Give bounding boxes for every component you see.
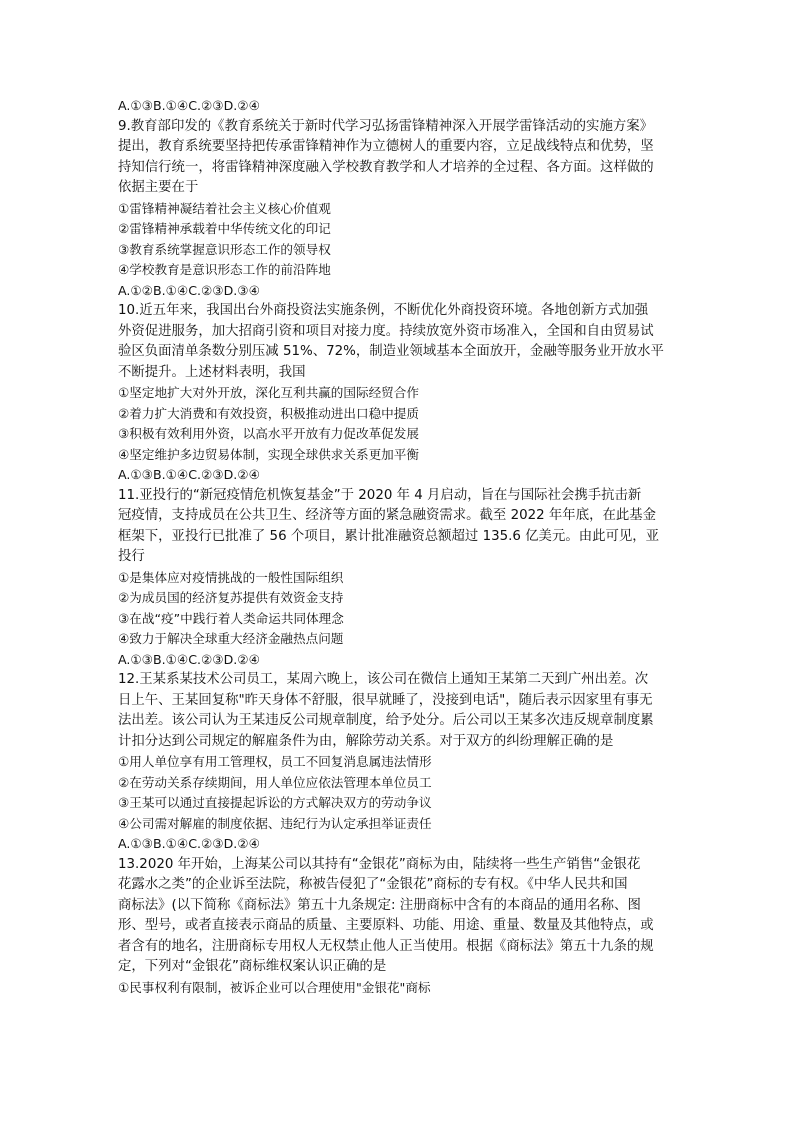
question-text-line: 投行 bbox=[118, 549, 145, 564]
option-statement-line: ①民事权利有限制，被诉企业可以合理使用"金银花"商标 bbox=[118, 979, 431, 995]
question-text-line: 11.亚投行的“新冠疫情危机恢复基金”于 2020 年 4 月启动，旨在与国际社会携手抗击新 bbox=[118, 487, 642, 503]
answer-choices-line: A.①②B.①④C.②③D.③④ bbox=[118, 282, 260, 298]
answer-choices-line: A.①③B.①④C.②③D.②④ bbox=[118, 836, 260, 851]
question-text-line: 12.王某系某技术公司员工，某周六晚上，该公司在微信上通知王某第二天到广州出差。次 bbox=[118, 672, 649, 687]
question-text-line: 形、型号，或者直接表示商品的质量、主要原料、功能、用途、重量、数量及其他特点，或 bbox=[118, 918, 654, 933]
question-text-line: 商标法》(以下简称《商标法》第五十九条规定: 注册商标中含有的本商品的通用名称、图 bbox=[118, 897, 641, 913]
question-text-line: 日上午、王某回复称"昨天身体不舒服，很早就睡了，没接到电话"，随后表示因家里有事无 bbox=[118, 692, 653, 708]
question-text-line: 持知信行统一，将雷锋精神深度融入学校教育教学和人才培养的全过程、各方面。这样做的 bbox=[118, 159, 654, 175]
question-text-line: 依据主要在于 bbox=[118, 180, 199, 195]
question-text-line: 提出，教育系统要坚持把传承雷锋精神作为立德树人的重要内容，立足战线特点和优势，坚 bbox=[118, 139, 654, 154]
question-text-line: 者含有的地名，注册商标专用权人无权禁止他人正当使用。根据《商标法》第五十九条的规 bbox=[118, 938, 654, 954]
option-statement-line: ④学校教育是意识形态工作的前沿阵地 bbox=[118, 262, 331, 277]
question-text-line: 计扣分达到公司规定的解雇条件为由，解除劳动关系。对于双方的纠纷理解正确的是 bbox=[118, 733, 614, 749]
document-page bbox=[118, 96, 680, 998]
option-statement-line: ②在劳动关系存续期间，用人单位应依法管理本单位员工 bbox=[118, 774, 432, 790]
option-statement-line: ②为成员国的经济复苏提供有效资金支持 bbox=[118, 590, 344, 605]
option-statement-line: ③积极有效利用外资，以高水平开放有力促改革促发展 bbox=[118, 426, 419, 441]
option-statement-line: ③在战“疫”中践行着人类命运共同体理念 bbox=[118, 610, 344, 626]
option-statement-line: ①是集体应对疫情挑战的一般性国际组织 bbox=[118, 569, 344, 585]
question-text-line: 法出差。该公司认为王某违反公司规章制度，给予处分。后公司以王某多次违反规章制度累 bbox=[118, 713, 654, 728]
question-text-line: 冠疫情，支持成员在公共卫生、经济等方面的紧急融资需求。截至 2022 年年底，在此基金 bbox=[118, 508, 657, 523]
answer-choices-line: A.①③B.①④C.②③D.②④ bbox=[118, 651, 260, 667]
answer-choices-line: A.①③B.①④C.②③D.②④ bbox=[118, 98, 260, 113]
question-text-line: 10.近五年来，我国出台外商投资法实施条例，不断优化外商投资环境。各地创新方式加强 bbox=[118, 303, 649, 318]
option-statement-line: ④致力于解决全球重大经济金融热点问题 bbox=[118, 631, 344, 646]
question-text-line: 框架下，亚投行已批准了 56 个项目，累计批准融资总额超过 135.6 亿美元。由此可见，亚 bbox=[118, 528, 660, 544]
answer-choices-line: A.①③B.①④C.②③D.②④ bbox=[118, 467, 260, 482]
question-text-line: 9.教育部印发的《教育系统关于新时代学习弘扬雷锋精神深入开展学雷锋活动的实施方案》 bbox=[118, 118, 654, 134]
option-statement-line: ③教育系统掌握意识形态工作的领导权 bbox=[118, 241, 331, 257]
option-statement-line: ①坚定地扩大对外开放，深化互利共赢的国际经贸合作 bbox=[118, 385, 419, 400]
option-statement-line: ②着力扩大消费和有效投资，积极推动进出口稳中提质 bbox=[118, 405, 419, 421]
option-statement-line: ④坚定维护多边贸易体制，实现全球供求关系更加平衡 bbox=[118, 446, 419, 462]
option-statement-line: ②雷锋精神承载着中华传统文化的印记 bbox=[118, 221, 331, 236]
option-statement-line: ④公司需对解雇的制度依据、违纪行为认定承担举证责任 bbox=[118, 815, 432, 831]
question-text-line: 花露水之类”的企业诉至法院，称被告侵犯了“金银花”商标的专有权。《中华人民共和国 bbox=[118, 877, 628, 892]
question-text-line: 不断提升。上述材料表明，我国 bbox=[118, 364, 306, 380]
question-text-line: 定，下列对“金银花”商标维权案认识正确的是 bbox=[118, 959, 387, 974]
question-text-line: 13.2020 年开始，上海某公司以其持有“金银花”商标为由，陆续将一些生产销售“金银花 bbox=[118, 856, 641, 872]
option-statement-line: ①雷锋精神凝结着社会主义核心价值观 bbox=[118, 200, 331, 216]
option-statement-line: ①用人单位享有用工管理权，员工不回复消息属违法情形 bbox=[118, 754, 432, 769]
option-statement-line: ③王某可以通过直接提起诉讼的方式解决双方的劳动争议 bbox=[118, 795, 432, 810]
question-text-line: 验区负面清单条数分别压减 51%、72%，制造业领域基本全面放开，金融等服务业开放水平 bbox=[118, 344, 664, 359]
question-text-line: 外资促进服务，加大招商引资和项目对接力度。持续放宽外资市场准入，全国和自由贸易试 bbox=[118, 323, 654, 339]
